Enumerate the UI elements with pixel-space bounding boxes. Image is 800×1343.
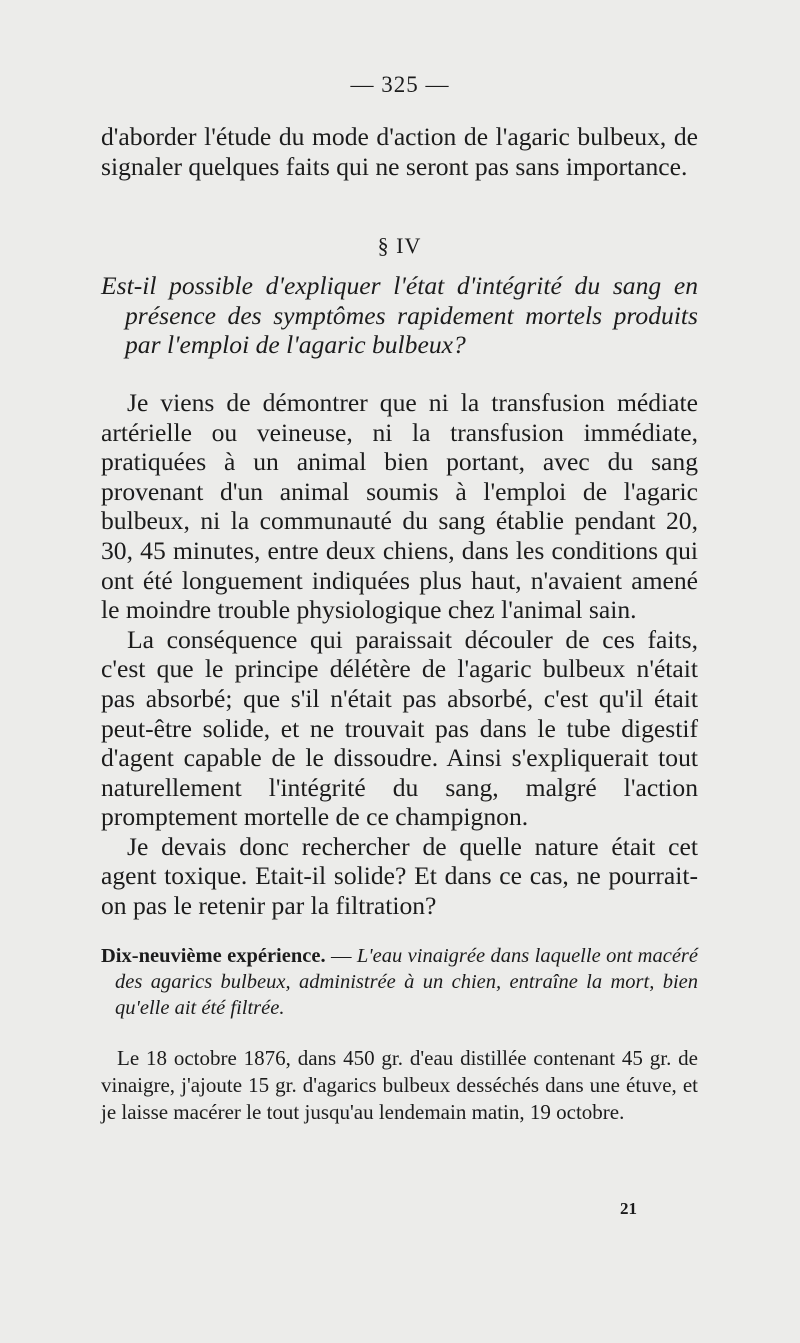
experiment-description: L'eau vinaigrée dans laquelle ont macéré des agarics bulbeux, administrée à un chien, entraîne la mort, bien qu'elle ait été filtrée.	[115, 944, 698, 1019]
page-number: — 325 —	[350, 72, 450, 97]
experiment-paragraph: Le 18 octobre 1876, dans 450 gr. d'eau distillée contenant 45 gr. de vinaigre, j'ajoute 15 gr. d'agarics bulbeux desséchés dans une étuve, et je laisse macérer le tout jusqu'au lendemain matin, 19 octobre.	[101, 1045, 698, 1124]
paragraph: Je viens de démontrer que ni la transfusion médiate artérielle ou veineuse, ni la transfusion immédiate, pratiquées à un animal bien portant, avec du sang provenant d'un animal soumis à l'emploi de l'agaric bulbeux, ni la communauté du sang établie pendant 20, 30, 45 minutes, entre deux chiens, dans les conditions qui ont été longuement indiquées plus haut, n'avaient amené le moindre trouble physiologique chez l'animal sain.	[101, 387, 698, 625]
experiment-title: Dix-neuvième expérience.	[101, 944, 326, 967]
page-body	[101, 122, 698, 1126]
section-question: Est-il possible d'expliquer l'état d'intégrité du sang en présence des symptômes rapidement mortels produits par l'emploi de l'agaric bulbeux?	[101, 271, 698, 360]
paragraph: La conséquence qui paraissait découler de ces faits, c'est que le principe délétère de l'agaric bulbeux n'était pas absorbé; que s'il n'était pas absorbé, c'est qu'il était peut-être solide, et ne trouvait pas dans le tube digestif d'agent capable de le dissoudre. Ainsi s'expliquerait tout naturellement l'intégrité du sang, malgré l'action promptement mortelle de ce champignon.	[101, 624, 698, 832]
experiment-heading	[101, 943, 698, 1021]
experiment-dash: —	[325, 944, 357, 967]
section-heading: § IV	[377, 233, 422, 259]
paragraph: Je devais donc rechercher de quelle nature était cet agent toxique. Etait-il solide? Et dans ce cas, ne pourrait-on pas le retenir par la filtration?	[101, 831, 698, 921]
opening-paragraph: d'aborder l'étude du mode d'action de l'agaric bulbeux, de signaler quelques faits qui ne seront pas sans importance.	[101, 122, 698, 181]
signature-mark: 21	[620, 1199, 637, 1218]
